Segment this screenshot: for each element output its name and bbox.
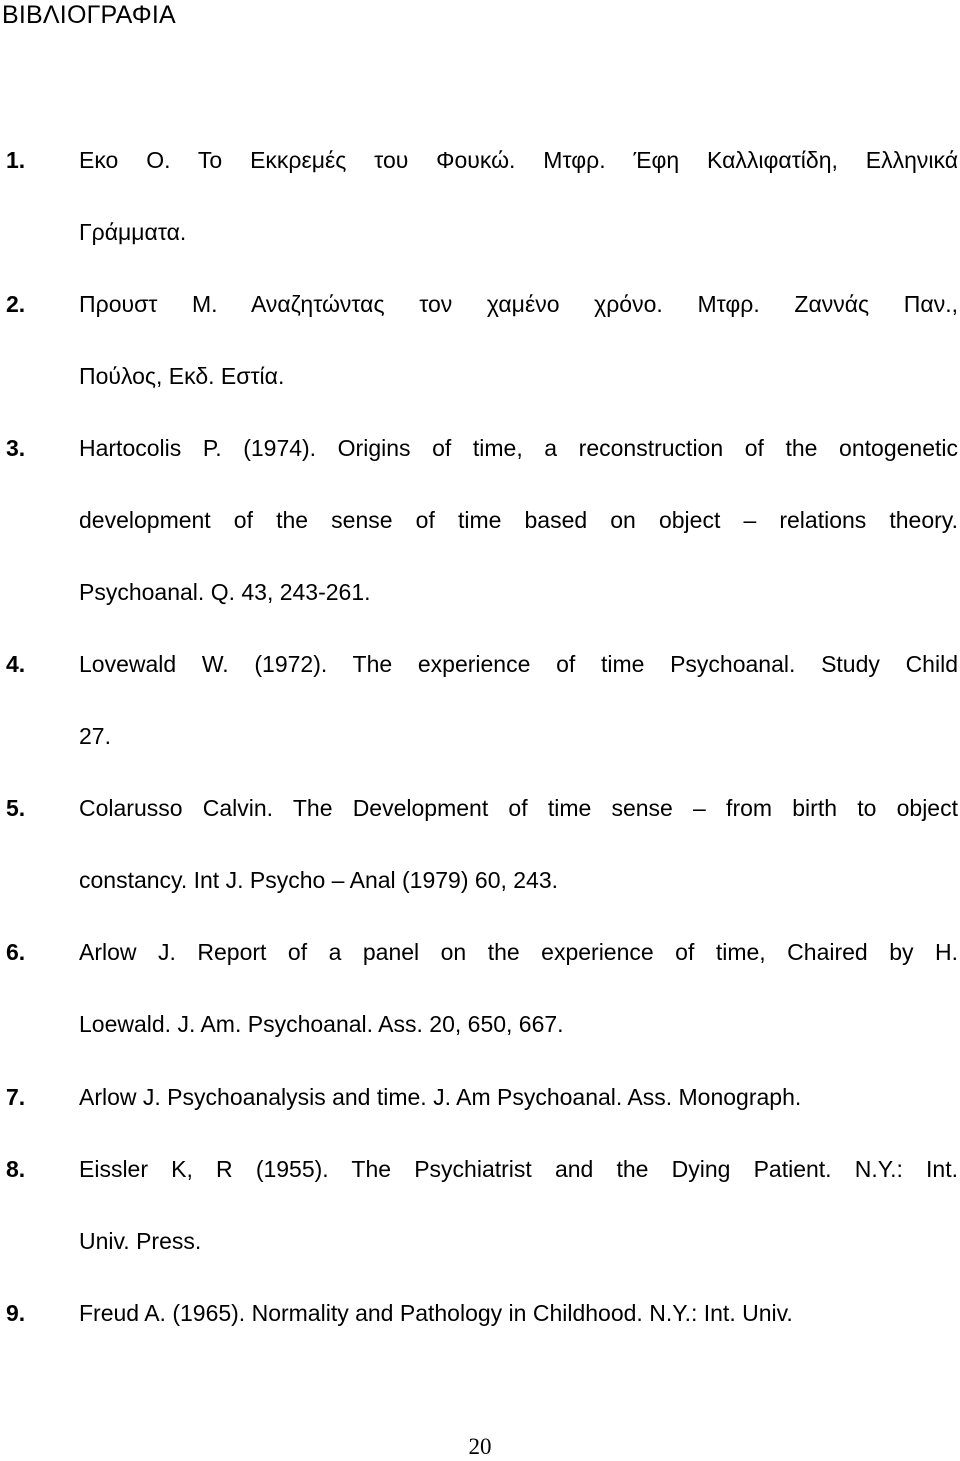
reference-text-line: Eissler K, R (1955). The Psychiatrist and the Dying Patient. N.Y.: Int. [79, 1156, 958, 1182]
reference-text-line: Colarusso Calvin. The Development of time sense – from birth to object [79, 795, 958, 821]
reference-text-line: Πούλος, Εκδ. Εστία. [79, 363, 285, 389]
reference-number: 6. [6, 939, 26, 965]
reference-number: 8. [6, 1156, 26, 1182]
reference-text-line: Univ. Press. [79, 1228, 202, 1254]
reference-text-line: development of the sense of time based on object – relations theory. [79, 507, 958, 533]
reference-number: 7. [6, 1084, 26, 1110]
reference-number: 2. [6, 291, 26, 317]
page-title: ΒΙΒΛΙΟΓΡΑΦΙΑ [2, 1, 176, 29]
reference-text-line: Γράμματα. [79, 219, 187, 245]
reference-text-line: Freud A. (1965). Normality and Pathology in Childhood. N.Y.: Int. Univ. [79, 1300, 793, 1326]
reference-text-line: Lovewald W. (1972). The experience of time Psychoanal. Study Child [79, 651, 958, 677]
reference-number: 3. [6, 435, 26, 461]
reference-number: 1. [6, 147, 26, 173]
reference-text-line: Arlow J. Psychoanalysis and time. J. Am Psychoanal. Ass. Monograph. [79, 1084, 802, 1110]
reference-text-line: Προυστ Μ. Αναζητώντας τον χαμένο χρόνο. Μτφρ. Ζαννάς Παν., [79, 291, 958, 317]
reference-number: 9. [6, 1300, 26, 1326]
reference-text-line: constancy. Int J. Psycho – Anal (1979) 60, 243. [79, 867, 559, 893]
reference-text-line: Εκο Ο. Το Εκκρεμές του Φουκώ. Μτφρ. Έφη Καλλιφατίδη, Ελληνικά [79, 147, 958, 173]
page-number: 20 [468, 1434, 492, 1459]
reference-text-line: Hartocolis P. (1974). Origins of time, a reconstruction of the ontogenetic [79, 435, 958, 461]
reference-text-line: Psychoanal. Q. 43, 243-261. [79, 579, 371, 605]
reference-text-line: 27. [79, 723, 111, 749]
reference-text-line: Loewald. J. Am. Psychoanal. Ass. 20, 650, 667. [79, 1011, 564, 1037]
reference-number: 5. [6, 795, 26, 821]
reference-number: 4. [6, 651, 26, 677]
reference-text-line: Arlow J. Report of a panel on the experience of time, Chaired by H. [79, 939, 958, 965]
